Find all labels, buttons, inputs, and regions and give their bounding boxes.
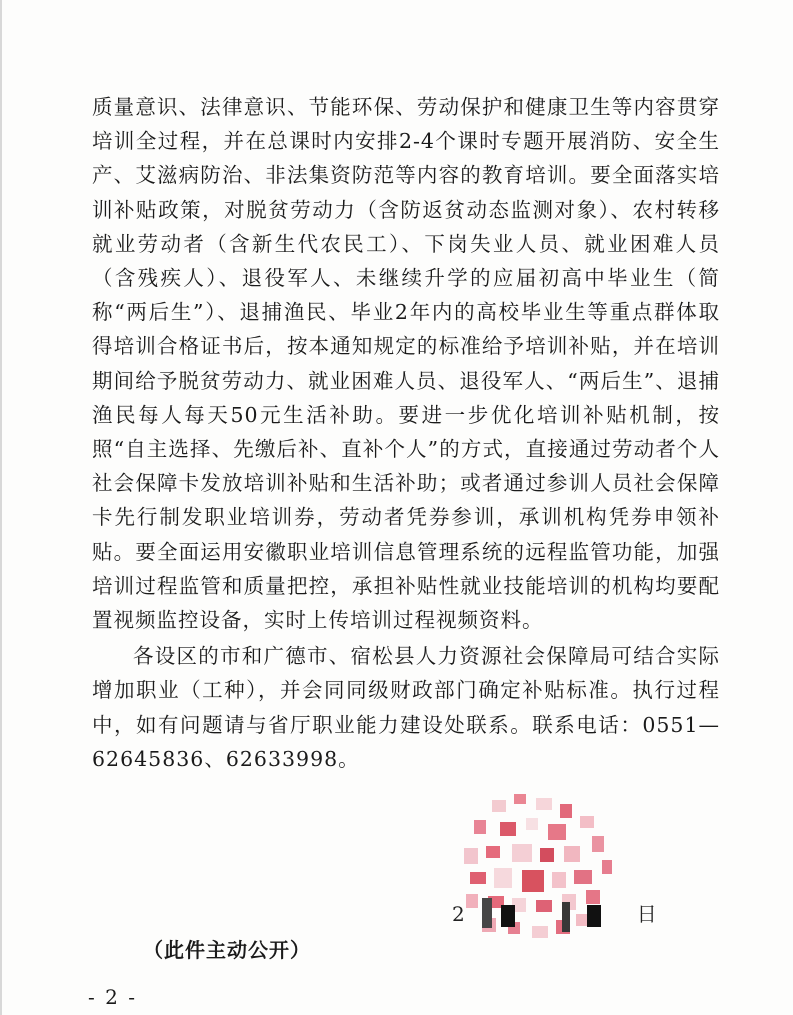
disclosure-note: （此件主动公开） <box>143 938 311 962</box>
redacted-date-block <box>587 905 601 927</box>
signing-date <box>452 898 657 927</box>
paragraph-2: 各设区的市和广德市、宿松县人力资源社会保障局可结合实际增加职业（工种），并会同同级财政部门确定补贴标准。执行过程中，如有问题请与省厅职业能力建设处联系。联系电话：0551—62645836、62633998。 <box>92 644 720 771</box>
paragraph-1: 质量意识、法律意识、节能环保、劳动保护和健康卫生等内容贯穿培训全过程，并在总课时内安排2-4个课时专题开展消防、安全生产、艾滋病防治、非法集资防范等内容的教育培训。要全面落实培训补贴政策，对脱贫劳动力（含防返贫动态监测对象）、农村转移就业劳动者（含新生代农民工）、下岗失业人员、就业困难人员（含残疾人）、退役军人、未继续升学的应届初高中毕业生（简称“两后生”）、退捕渔民、毕业2年内的高校毕业生等重点群体取得培训合格证书后，按本通知规定的标准给予培训补贴，并在培训期间给予脱贫劳动力、就业困难人员、退役军人、“两后生”、退捕渔民每人每天50元生活补助。要进一步优化培训补贴机制，按照“自主选择、先缴后补、直补个人”的方式，直接通过劳动者个人社会保障卡发放培训补贴和生活补助；或者通过参训人员社会保障卡先行制发职业培训券，劳动者凭券参训，承训机构凭券申领补贴。要全面运用安徽职业培训信息管理系统的远程监管功能，加强培训过程监管和质量把控，承担补贴性就业技能培训的机构均要配置视频监控设备，实时上传培训过程视频资料。 <box>92 95 720 633</box>
body-text <box>92 90 720 776</box>
date-fragment-end: 日 <box>636 902 657 926</box>
scan-edge <box>0 0 2 1015</box>
page-number: - 2 - <box>88 985 137 1009</box>
redacted-date-block <box>501 905 515 927</box>
date-fragment-start: 2 <box>452 902 465 926</box>
